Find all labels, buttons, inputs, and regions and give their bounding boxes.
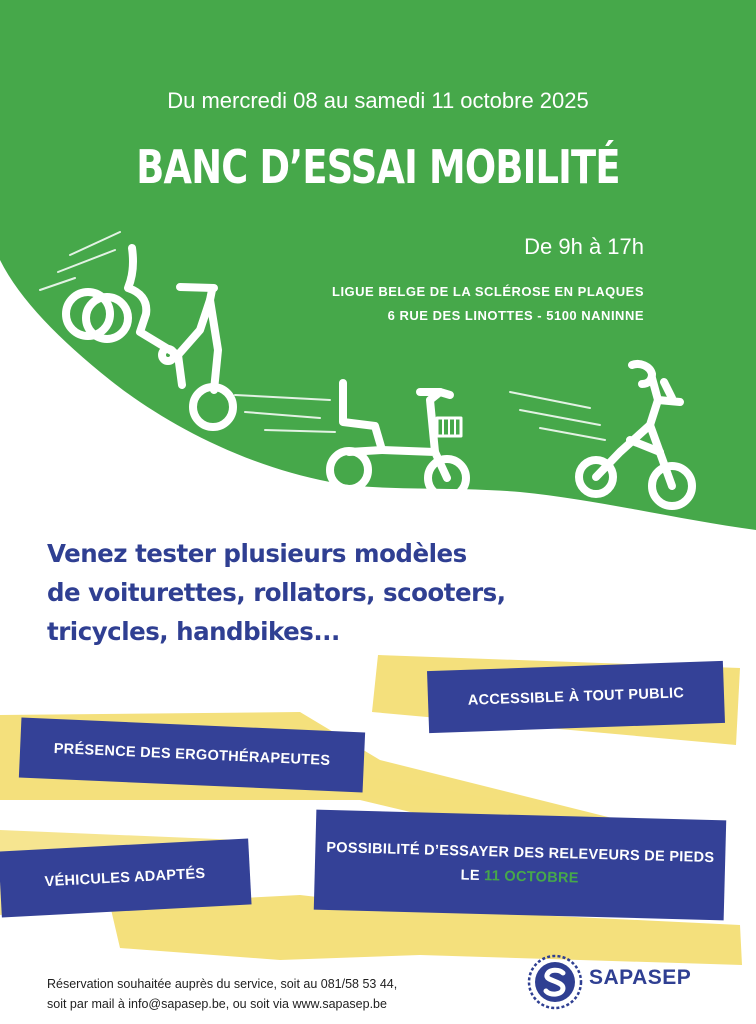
event-title: BANC D’ESSAI MOBILITÉ xyxy=(136,140,620,194)
reservation-contact-line: soit par mail à info@sapasep.be, ou soit via www.sapasep.be xyxy=(47,997,387,1011)
foot-lifters-label: POSSIBILITÉ D’ESSAYER DES RELEVEURS DE PIEDS xyxy=(326,839,715,867)
venue-name: LIGUE BELGE DE LA SCLÉROSE EN PLAQUES xyxy=(332,284,644,299)
foot-lifters-band xyxy=(314,810,726,921)
logo-name: SAPASEP xyxy=(589,966,692,989)
vehicles-label: VÉHICULES ADAPTÉS xyxy=(44,865,206,891)
reservation-info xyxy=(47,974,397,1014)
vehicles-band xyxy=(0,839,252,918)
event-dates: Du mercredi 08 au samedi 11 octobre 2025 xyxy=(167,88,589,113)
tagline-line: Venez tester plusieurs modèles xyxy=(47,539,467,568)
accessible-band xyxy=(427,661,725,733)
tagline-line: de voiturettes, rollators, scooters, xyxy=(47,578,506,607)
tagline-line: tricycles, handbikes... xyxy=(47,617,340,646)
tagline xyxy=(47,534,506,651)
event-venue xyxy=(304,280,644,328)
event-hours: De 9h à 17h xyxy=(524,234,644,259)
ergotherapists-label: PRÉSENCE DES ERGOTHÉRAPEUTES xyxy=(53,740,331,770)
foot-lifters-date: 11 OCTOBRE xyxy=(483,868,579,887)
accessible-label: ACCESSIBLE À TOUT PUBLIC xyxy=(467,685,685,709)
venue-address: 6 RUE DES LINOTTES - 5100 NANINNE xyxy=(387,308,644,323)
foot-lifters-le: LE xyxy=(460,867,481,884)
reservation-phone-line: Réservation souhaitée auprès du service, soit au 081/58 53 44, xyxy=(47,977,398,991)
foot-lifters-date-line xyxy=(460,863,579,890)
sapasep-logo-icon xyxy=(527,954,583,1010)
